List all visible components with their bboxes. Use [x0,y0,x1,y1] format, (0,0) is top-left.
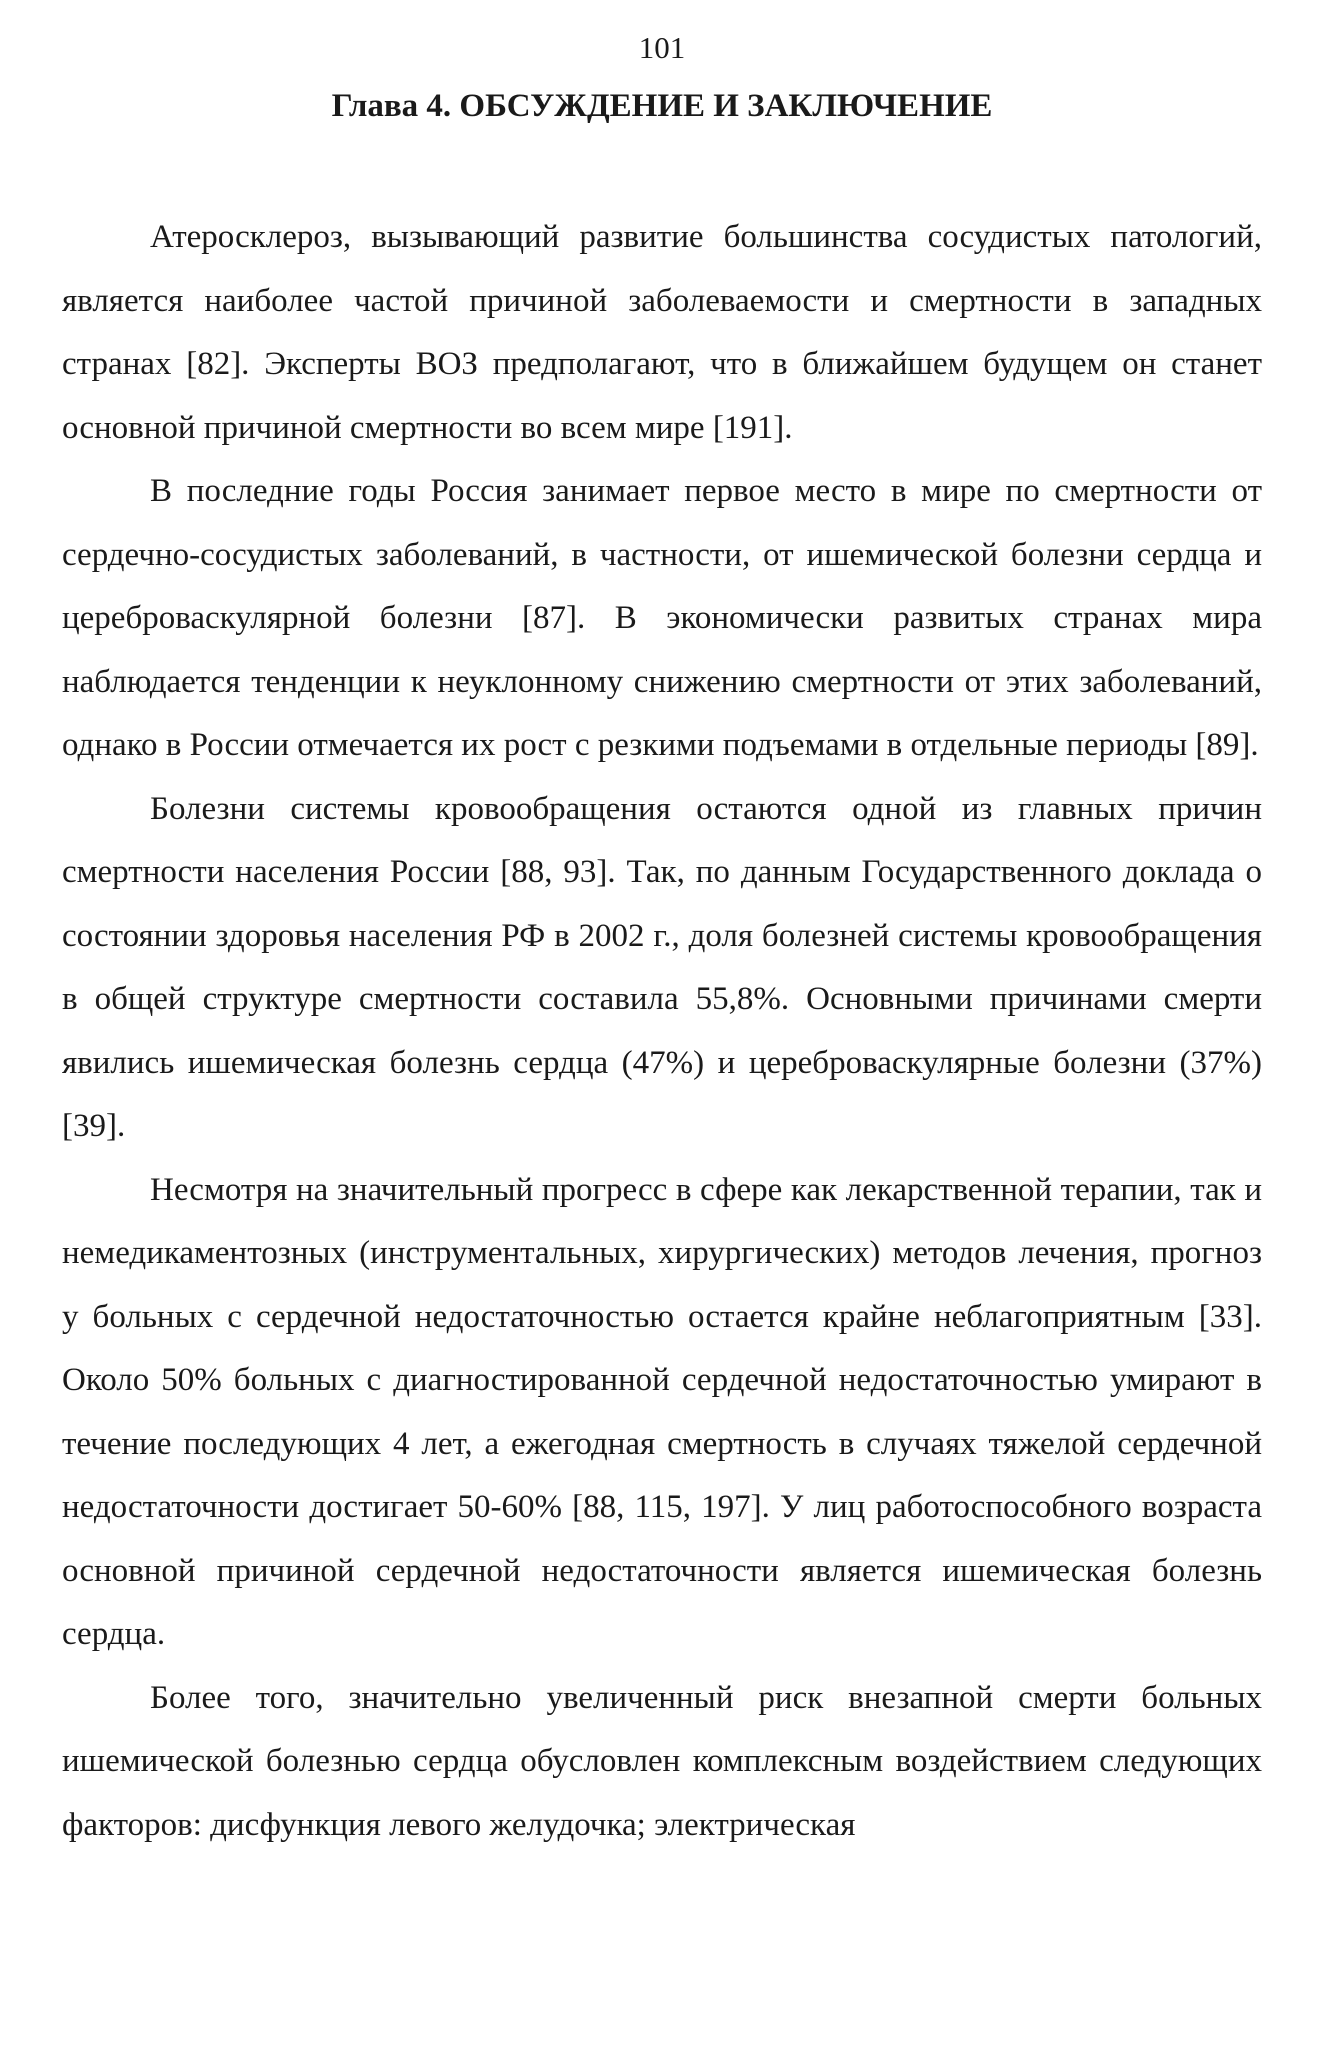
body-text [62,206,1262,1857]
chapter-title: Глава 4. ОБСУЖДЕНИЕ И ЗАКЛЮЧЕНИЕ [331,88,993,124]
paragraph-3: Болезни системы кровообращения остаются одной из главных причин смертности населения России [88, 93]. Так, по данным Государственного доклада о состоянии здоровья населения РФ в 2002 г., доля болезней системы кровообращения в общей структуре смертности составила 55,8%. Основными причинами смерти явились ишемическая болезнь сердца (47%) и цереброваскулярные болезни (37%) [39]. [62,790,1262,1144]
page-number: 101 [638,30,686,65]
paragraph-4: Несмотря на значительный прогресс в сфере как лекарственной терапии, так и немедикаментозных (инструментальных, хирургических) методов лечения, прогноз у больных с сердечной недостаточностью остается крайне неблагоприятным [33]. Около 50% больных с диагностированной сердечной недостаточностью умирают в течение последующих 4 лет, а ежегодная смертность в случаях тяжелой сердечной недостаточности достигает 50-60% [88, 115, 197]. У лиц работоспособного возраста основной причиной сердечной недостаточности является ишемическая болезнь сердца. [62,1171,1262,1652]
paragraph-5: Более того, значительно увеличенный риск внезапной смерти больных ишемической болезнью сердца обусловлен комплексным воздействием следующих факторов: дисфункция левого желудочка; электрическая [62,1679,1262,1843]
paragraph-1: Атеросклероз, вызывающий развитие большинства сосудистых патологий, является наиболее частой причиной заболеваемости и смертности в западных странах [82]. Эксперты ВОЗ предполагают, что в ближайшем будущем он станет основной причиной смертности во всем мире [191]. [62,219,1262,446]
paragraph-2: В последние годы Россия занимает первое место в мире по смертности от сердечно-сосудистых заболеваний, в частности, от ишемической болезни сердца и цереброваскулярной болезни [87]. В экономически развитых странах мира наблюдается тенденции к неуклонному снижению смертности от этих заболеваний, однако в России отмечается их рост с резкими подъемами в отдельные периоды [89]. [62,473,1262,763]
